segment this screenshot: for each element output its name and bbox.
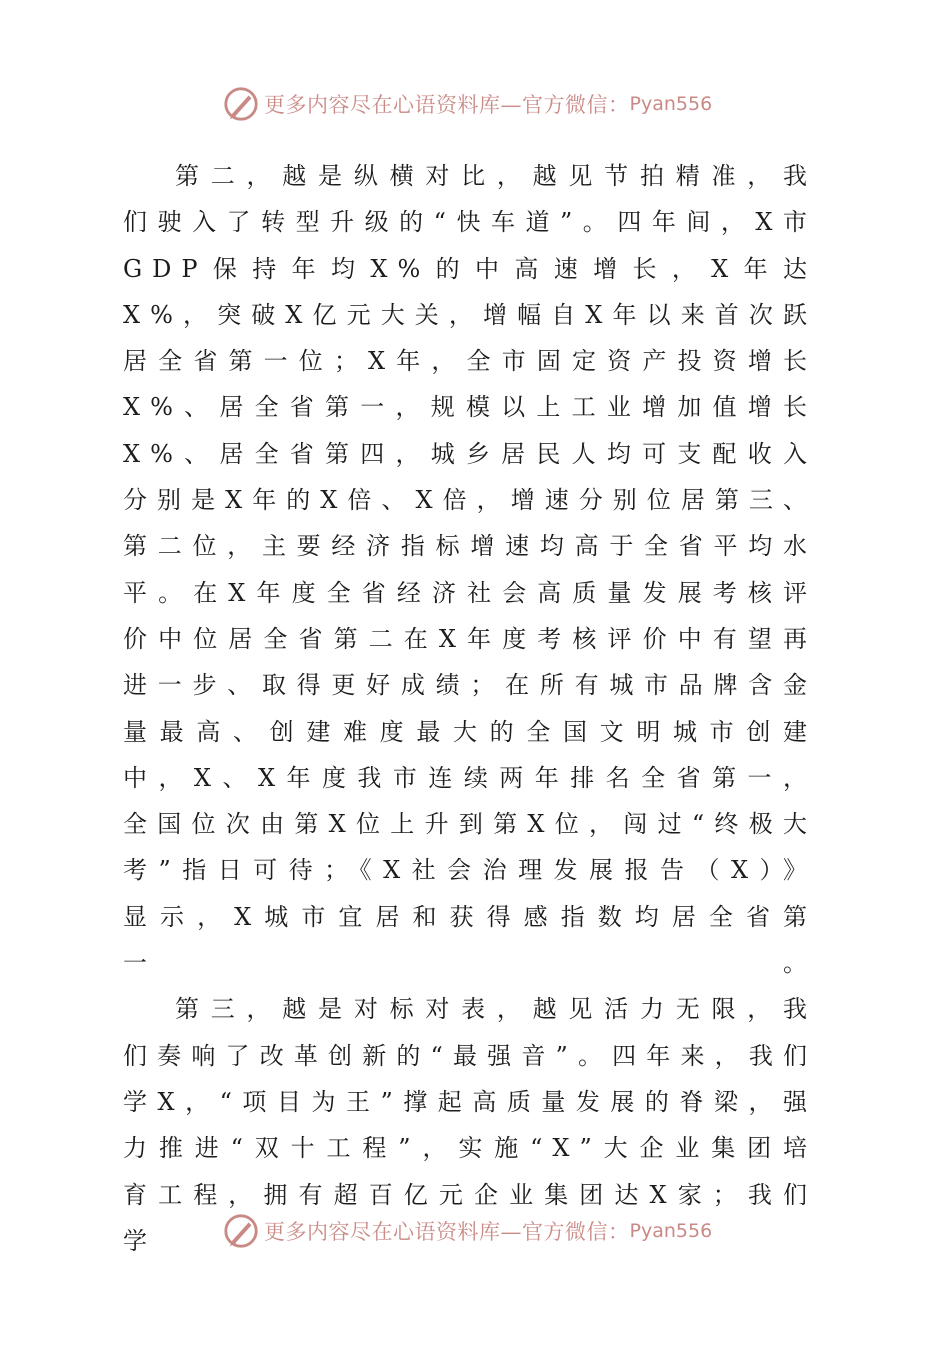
- paragraph-second: 第二，越是纵横对比，越见节拍精准，我们驶入了转型升级的“快车道”。四年间，X市GDP保持年均X%的中高速增长，X年达X%，突破X亿元大关，增幅自X年以来首次跃居全省第一位；X年，全市固定资产投资增长X%、居全省第一，规模以上工业增加值增长X%、居全省第四，城乡居民人均可支配收入分别是X年的X倍、X倍，增速分别位居第三、第二位，主要经济指标增速均高于全省平均水平。在X年度全省经济社会高质量发展考核评价中位居全省第二在X年度考核评价中有望再进一步、取得更好成绩；在所有城市品牌含金量最高、创建难度最大的全国文明城市创建中，X、X年度我市连续两年排名全省第一，全国位次由第X位上升到第X位，闯过“终极大考”指日可待；《X社会治理发展报告（X）》显示，X城市宜居和获得感指数均居全省第一。: [123, 162, 817, 978]
- paragraph-third: 第三，越是对标对表，越见活力无限，我们奏响了改革创新的“最强音”。四年来，我们学X，“项目为王”撑起高质量发展的脊梁，强力推进“双十工程”，实施“X”大企业集团培育工程，拥有超百亿元企业集团达X家；我们学: [123, 995, 817, 1255]
- footer-watermark: [222, 1211, 742, 1251]
- watermark-wechat-id: Pyan556: [629, 1220, 713, 1242]
- watermark-wechat-id: Pyan556: [629, 93, 713, 115]
- pen-circle-logo-icon: [222, 85, 260, 123]
- watermark-text: 更多内容尽在心语资料库—官方微信：: [264, 1220, 630, 1244]
- pen-circle-logo-icon: [222, 1212, 260, 1250]
- watermark-text: 更多内容尽在心语资料库—官方微信：: [264, 93, 630, 117]
- header-watermark: [222, 84, 742, 124]
- document-body: [123, 153, 817, 1264]
